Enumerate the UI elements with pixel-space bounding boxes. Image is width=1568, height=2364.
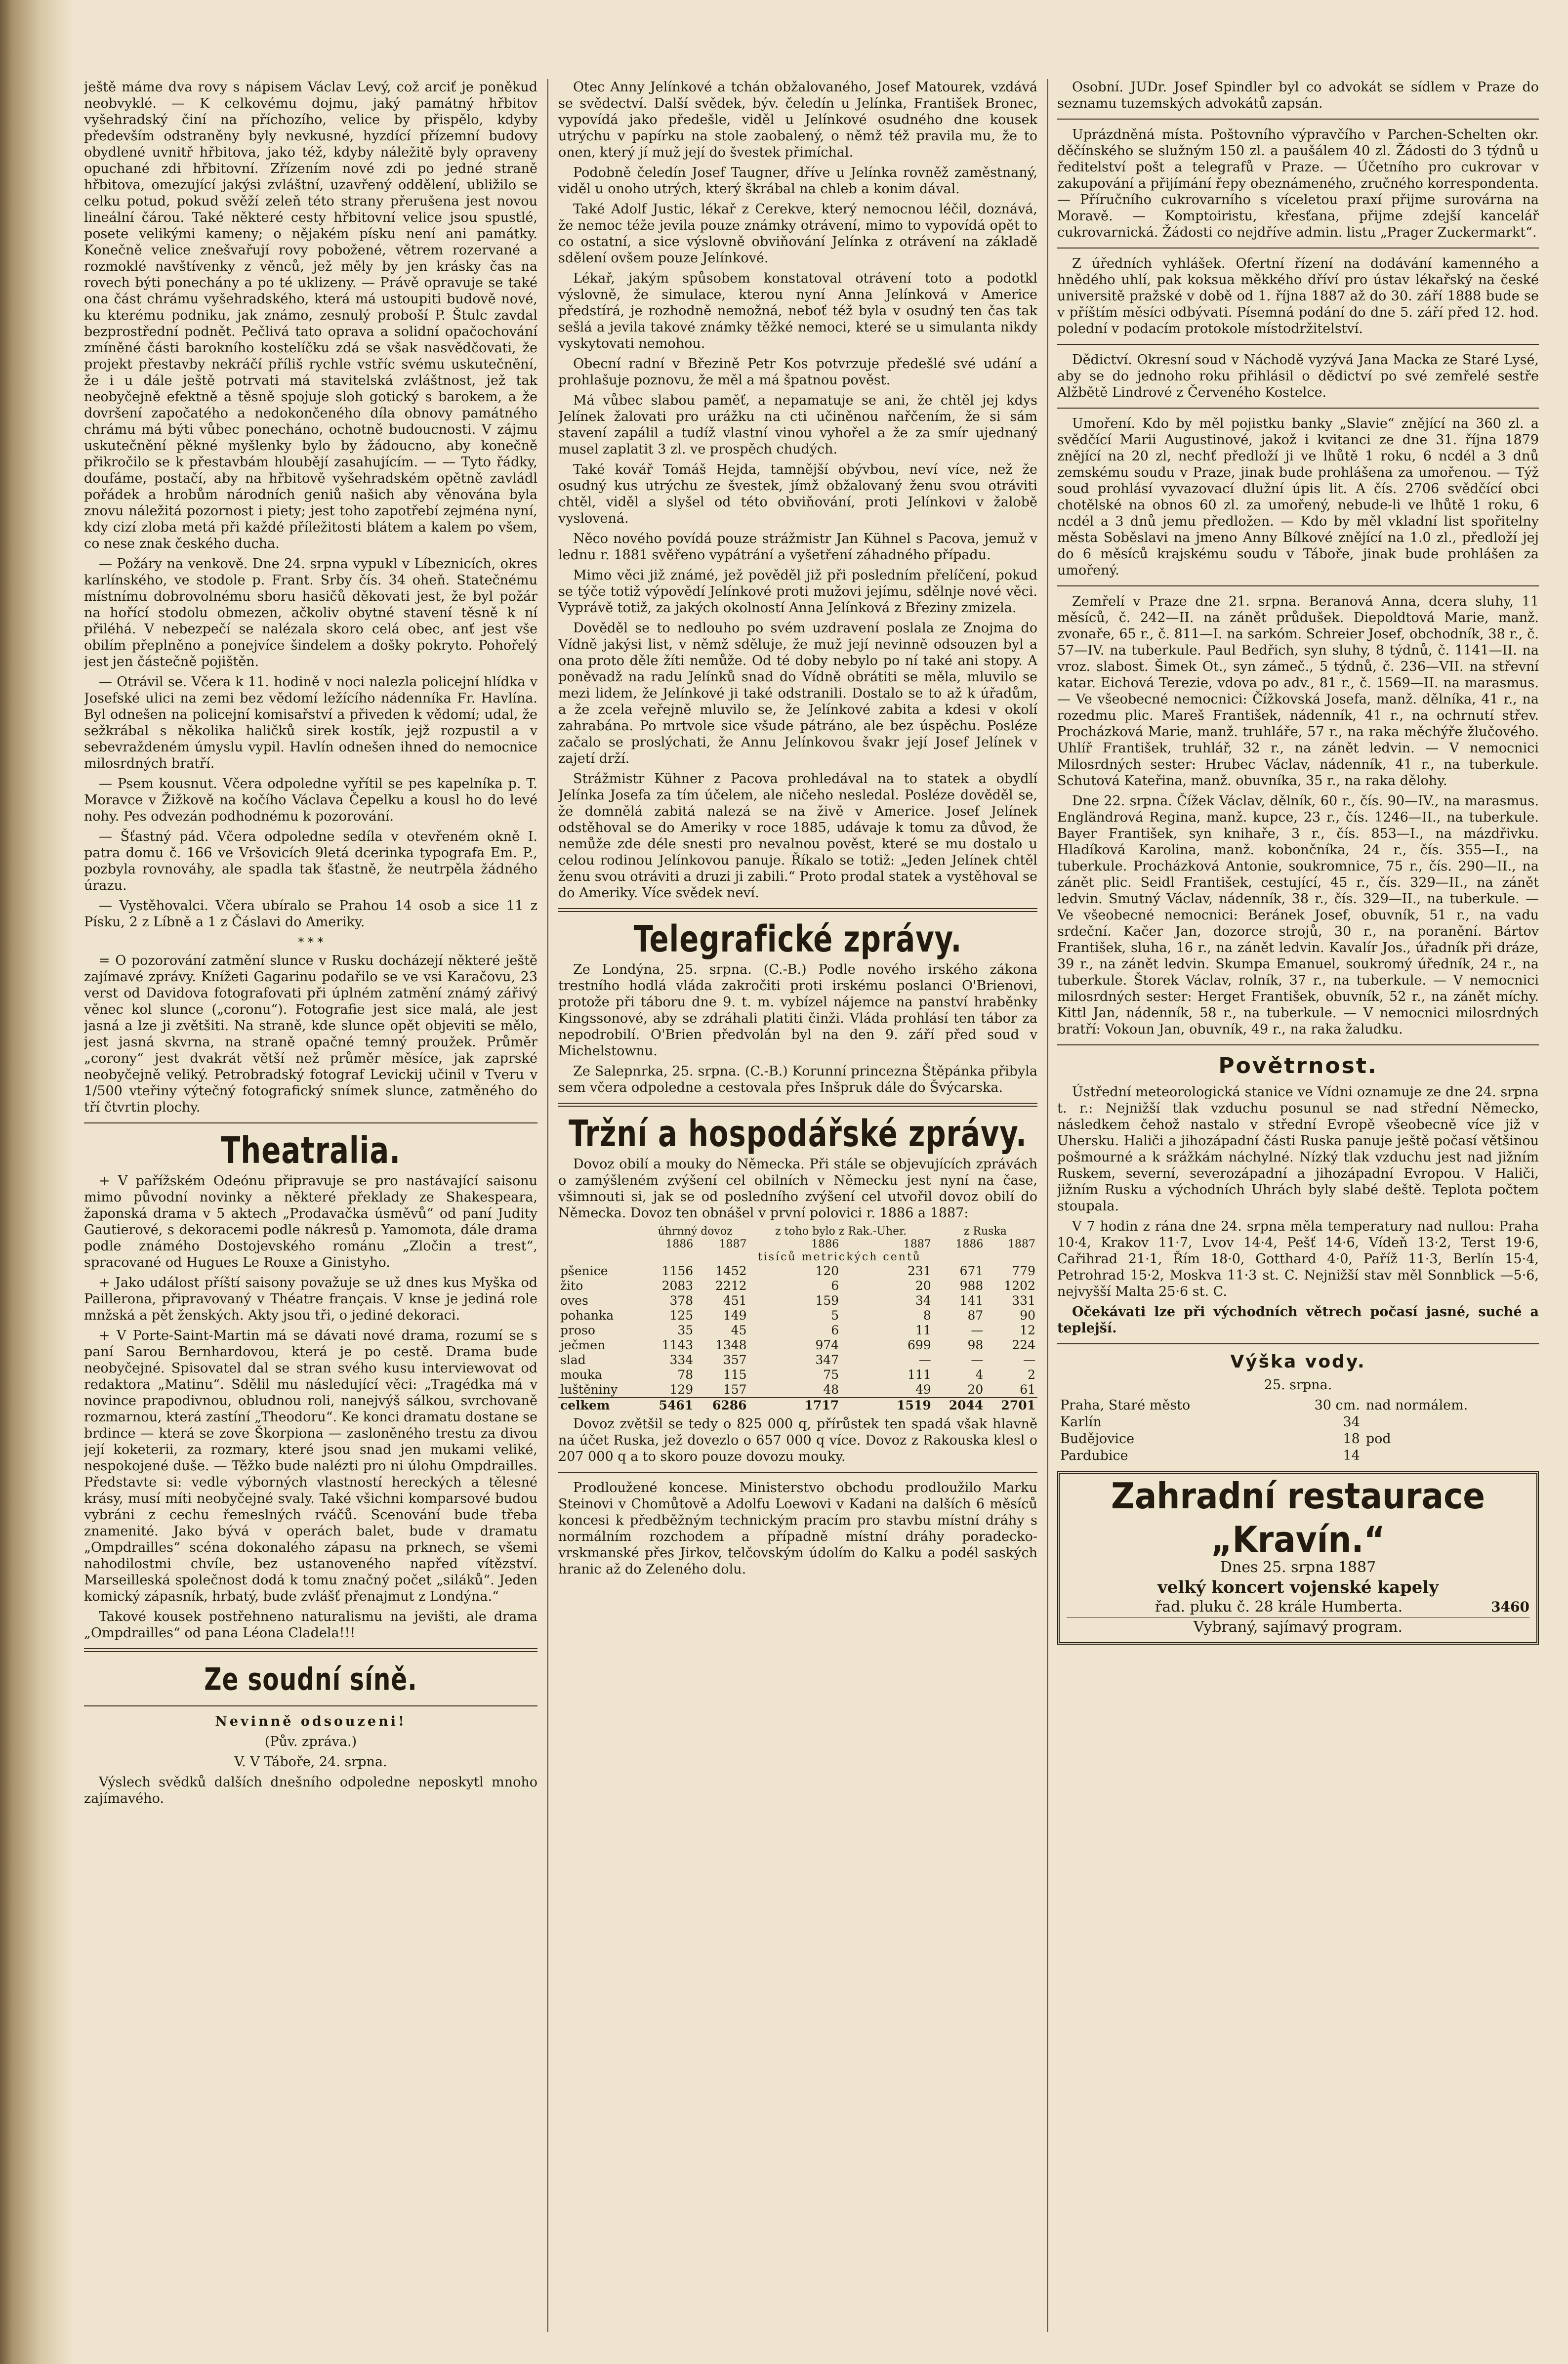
table-group-header: z Ruska [963, 1225, 1007, 1238]
table-year-header: 1886 [955, 1238, 984, 1250]
ad-date: Dnes 25. srpna 1887 [1220, 1559, 1376, 1576]
table-cell: 1348 [715, 1338, 747, 1352]
water-level-note: nad normálem. [1365, 1398, 1468, 1413]
table-row-label: oves [560, 1293, 588, 1308]
ad-regiment [1067, 1597, 1529, 1617]
table-cell: 12 [1020, 1323, 1035, 1337]
table-cell: 2044 [933, 1398, 986, 1413]
table-row-label: celkem [558, 1398, 642, 1413]
table-row-label: mouka [560, 1368, 602, 1382]
table-cell: 111 [908, 1368, 931, 1382]
table-row-label: žito [560, 1279, 583, 1293]
table-row [558, 1308, 1037, 1323]
ad-concert: velký koncert vojenské kapely [1157, 1577, 1439, 1597]
table-row-label: pšenice [560, 1264, 608, 1278]
table-cell: 4 [975, 1368, 984, 1382]
table-row [558, 1382, 1037, 1398]
water-level-date: 25. srpna. [1264, 1377, 1332, 1393]
table-row [558, 1323, 1037, 1338]
divider [1057, 1343, 1539, 1344]
divider [558, 1103, 1037, 1107]
divider [558, 908, 1037, 912]
table-year-header: 1887 [719, 1238, 747, 1250]
court-dateline: V. V Táboře, 24. srpna. [234, 1754, 387, 1770]
divider [1057, 119, 1539, 120]
article-vysehrad-cemetery: ještě máme dva rovy s nápisem Václav Levý, což arciť je poněkud neobvyklé. — K celkovému dojmu, jaký památný hřbitov vyšehradský činí na příchozího, velice by přispělo, kdyby především odstraněny byly nevkusné, hyzdící přízemní budovy obydlené uvnitř hřbitova, jako též, kdyby náležitě byly opraveny opuchané zdi hřbitovní. Zřízením nové zdi po jedné straně hřbitova, omezující jakýsi zvláštní, uzavřený oddělení, ubližilo se celku potud, pokud svěží zeleň této strany přerušena jest novou lineální čárou. Také některé cesty hřbitovní velice jsou spustlé, posete velikými kameny; o nějakém písku není ani památky. Konečně velice znešvařují rovy pobožené, větrem rozervané a rozmoklé navštívenky z věnců, jež měly by jen krásky čas na rovech býti ponechány a po té uklizeny. — Právě opravuje se také ona část chrámu vyšehradského, která má ustoupiti budově nové, ku kterému podniku, jak známo, zesnulý proboší P. Štulc zavdal bezprostřední podnět. Pečlivá tato oprava a solidní opačochování zmíněné části barokního kostelíčku zdá se však nasvědčovati, že projekt přestavby nekráčí příliš rychle vstříc svému uskutečnění, že i u dále ještě potrvati má stavitelská zvláštnost, jež tak neobyčejně efektně a těsně spojuje sloh gotický s barokem, a že dovršení započatého a nedokončeného díla obnovy památného chrámu má býti vůbec ponecháno, ochotně budoucnosti. V zájmu uskutečnění pěkné myšlenky bylo by žádoucno, aby konečně přikročilo se k přestavbám hloubějí zasahujícím. — — Tyto řádky, doufáme, postačí, aby na hřbitově vyšehradském opětně zavládl pořádek a hrobům národních geniů našich aby věnována byla znovu náležitá pozornost i piety; jest toho zapotřebí zejména nyní, kdy cizí zloba metá při každé příležitosti blátem a kalem po všem, co nese znak českého ducha. [84, 80, 537, 551]
table-cell: 2701 [985, 1398, 1037, 1413]
table-cell: 1156 [661, 1264, 694, 1278]
water-level-row [1057, 1448, 1539, 1464]
ad-program: Vybraný, sajímavý program. [1067, 1617, 1529, 1637]
water-level-val: 18 [1343, 1431, 1360, 1447]
table-cell: 347 [815, 1353, 839, 1367]
table-cell: 8 [923, 1308, 931, 1323]
separator-stars: * * * [298, 935, 324, 949]
table-cell: 157 [723, 1382, 747, 1397]
water-level-val: 30 cm. [1314, 1398, 1360, 1413]
table-cell: 115 [723, 1368, 747, 1382]
court-continued-8: Něco nového povídá pouze strážmistr Jan Kühnel s Pacova, jemuž v lednu r. 1881 svěřeno vypátrání a vyšetření záhadného případu. [558, 531, 1037, 563]
table-cell: 1519 [841, 1398, 933, 1413]
table-cell: 1717 [749, 1398, 841, 1413]
court-continued-5: Obecní radní v Březině Petr Kos potvrzuje předešlé své udání a prohlašuje poznovu, že měl a má špatnou pověst. [558, 356, 1037, 388]
table-cell: — [918, 1353, 931, 1367]
notice-inheritance: Dědictví. Okresní soud v Náchodě vyzývá Jana Macka ze Staré Lysé, aby se do jednoho roku přihlásil o dědictví po své zemřelé sestře Alžbětě Lindrové z Červeného Kostelce. [1057, 352, 1539, 400]
court-continued-7: Také kovář Tomáš Hejda, tamnější obývbou, neví více, než že osudný kus utrýchu ze švestek, jímž obžalovaný ženu svou otráviti chtěl, viděl a slyšel od této obviňování, proti Jelínkovi v žalobě vyslovená. [558, 462, 1037, 526]
table-cell: 357 [723, 1353, 747, 1367]
court-continued-9: Mimo věci již známé, jež pověděl již při posledním přelíčení, pokud se týče totiž výpovědí Jelínkové proti mužovi jejímu, sdělnje nové věci. Vyprávě totiž, za jakých okolností Anna Jelínková z Březiny zmizela. [558, 568, 1037, 616]
section-heading-water-level: Výška vody. [1230, 1352, 1366, 1372]
grain-import-table [558, 1225, 1037, 1413]
news-poisoning: — Otrávil se. Včera k 11. hodině v noci nalezla policejní hlídka v Josefské ulici na zemi bez vědomí ležícího nádenníka Fr. Havlína. Byl odnešen na policejní komisařství a přiveden k vědomí; udal, že sežkrábal s několika haličků sirek kostík, jejž rozpustil a v sebevraždeném úmyslu vypil. Havlín odnešen ihned do nemocnice milosrdných bratří. [84, 674, 537, 771]
table-year-header: 1886 [811, 1238, 839, 1250]
divider [84, 1648, 537, 1652]
deaths-aug-22: Dne 22. srpna. Čížek Václav, dělník, 60 r., čís. 90—IV., na marasmus. Engländrová Regina, manž. kupce, 23 r., čís. 1246—II., na tuberkule. Bayer František, syn knihaře, 3 r., čís. 853—I., na mázdřivku. Hladíková Karolina, manž. kobončníka, 24 r., čís. 355—I., na tuberkule. Procházková Antonie, soukromnice, 75 r., čís. 290—II., na zánět plic. Seidl František, cestující, 45 r., čís. 329—II., na zánět ledvin. Smutný Václav, nádenník, 38 r., čís. 329—II., na tuberkule. — Ve všeobecné nemocnici: Beránek Josef, obuvník, 51 r., na vadu srdeční. Kačer Jan, dozorce strojů, 30 r., na poranění. Bártov František, sluha, 16 r., na zánět ledvin. Kavalír Jos., úřadník při dráze, 39 r., na zánět ledvin. Skumpa Emanuel, soukromý úředník, 24 r., na tuberkule. Štorek Václav, rolník, 37 r., na tuberkule. — V nemocnici milosrdných sester: Herget František, obuvník, 52 r., na zánět míchy. Kittl Jan, nádenník, 58 r., na tuberkule. — V nemocnici milosrdných bratří: Vokoun Jan, obuvník, 49 r., na raka žaludku. [1057, 793, 1539, 1037]
table-cell: 5461 [642, 1398, 695, 1413]
water-level-val: 34 [1343, 1414, 1360, 1430]
section-heading-theatralia: Theatralia. [220, 1130, 401, 1172]
court-source: (Pův. zpráva.) [264, 1734, 357, 1749]
water-level-row [1057, 1414, 1539, 1431]
table-cell: 1202 [1004, 1279, 1035, 1293]
court-continued-1: Otec Anny Jelínkové a tchán obžalovaného, Josef Matourek, vzdává se svědectví. Další svědek, býv. čeledín u Jelínka, František Bronec, vypovídá jako předešle, viděl u Jelínkové osudného dne kousek utrýchu v papírku na stole zaobalený, o němž též pravila mu, že to onen, který jí muž její do švestek přimíchal. [558, 80, 1037, 160]
table-units: tisíců metrických centů [757, 1251, 921, 1263]
ad-title: Zahradní restaurace „Kravín.“ [1111, 1475, 1485, 1561]
table-cell: 5 [831, 1308, 839, 1323]
table-row-label: pohanka [560, 1308, 614, 1323]
court-continued-4: Lékař, jakým spůsobem konstatoval otrávení toto a podotkl výslovně, že simulace, kterou nyní Anna Jelínková v Americe předstírá, je rozhodně nemožná, neboť též byla v osudný ten čas tak sešlá a jevila takové známky těžké nemoci, které se u simulanta nikdy vyskytovati nemohou. [558, 271, 1037, 351]
weather-temperatures: V 7 hodin z rána dne 24. srpna měla temperatury nad nullou: Praha 10·4, Krakov 11·7, Lvov 14·4, Pešť 14·6, Vídeň 13·2, Terst 19·6, Cařihrad 21·1, Řím 18·0, Gotthard 4·0, Paříž 11·3, Berlín 15·4, Petrohrad 15·2, Moskva 11·3 st. C. Nejnižší stav měl Sonnblick —5·6, nejvyšší Malta 25·6 st. C. [1057, 1219, 1539, 1299]
water-level-row [1057, 1431, 1539, 1448]
table-cell: 974 [815, 1338, 839, 1352]
water-level-note [1363, 1414, 1539, 1431]
section-heading-market: Tržní a hospodářské zprávy. [569, 1113, 1027, 1156]
news-lucky-fall: — Šťastný pád. Včera odpoledne sedíla v otevřeném okně I. patra domu č. 166 ve Vršovicích 9letá dcerinka typografa Em. P., pozbyla rovnováhy, ale spadla tak šťastně, že neutrpěla žádného úrazu. [84, 829, 537, 893]
table-row [558, 1279, 1037, 1293]
table-cell: 779 [1012, 1264, 1035, 1278]
divider [1057, 1044, 1539, 1045]
table-year-header: 1887 [903, 1238, 931, 1250]
table-cell: 149 [723, 1308, 747, 1323]
table-cell: 6 [831, 1279, 839, 1293]
table-cell: 1452 [715, 1264, 747, 1278]
divider [84, 1705, 537, 1706]
divider [1057, 408, 1539, 409]
water-level-note: pod [1365, 1431, 1391, 1447]
table-cell: 45 [731, 1323, 747, 1337]
table-cell: 2212 [715, 1279, 747, 1293]
court-continued-3: Také Adolf Justic, lékař z Cerekve, který nemocnou léčil, doznává, že nemoc téže jevila pouze známky otrávení, mimo to vypovídá opět to co ostatní, a sice výslovně obviňování Jelínka z otrávení na základě sdělení ovšem pouze Jelínkové. [558, 202, 1037, 266]
theatre-myska: + Jako událost příští saisony považuje se už dnes kus Myška od Paillerona, připravovaný v Théatre français. V knse je jediná role mnžská a pět ženských. Akty jsou tři, o jediné dekoraci. [84, 1275, 537, 1323]
table-cell: 35 [677, 1323, 694, 1337]
table-cell: 2 [1028, 1368, 1035, 1382]
table-cell: 699 [908, 1338, 931, 1352]
table-cell: 20 [967, 1382, 984, 1397]
theatre-naturalism: Takové kousek postřehneno naturalismu na jevišti, ale drama „Ompdrailles“ od pana Léona Cladela!!! [84, 1609, 537, 1641]
table-cell: — [971, 1323, 984, 1337]
column-left [84, 79, 537, 2332]
theatre-porte-saint-martin: + V Porte-Saint-Martin má se dávati nové drama, rozumí se s paní Sarou Bernhardovou, která je po cestě. Drama bude neobyčejné. Spisovatel dal se stran svého kusu interviewovat od redaktora „Matinu“. Sdělil mu následující věci: „Tragédka má v novince prapodivnou, obludnou roli, nanejvýš sálkou, svrchovaně rozmarnou, která zastíní „Theodoru“. Ke konci dramatu dostane se brdince — která se zove Škorpiona — zasloněného trestu za divou její koketerii, za rozmary, které jsou snad jen mukami veliké, nespokojené duše. — Těžko bude nalézti pro ni úlohu Ompdrailles. Představte si: vedle výborných vlastností hereckých a tělesné krásy, musí míti neobyčejné svaly. Také všichni komparsové budou vybráni z cechu řemeslných rváčů. Scenování bude třeba znamenité. Jako bývá v operách balet, bude v dramatu „Ompdrailles“ scéna dokonalého zápasu na prknech, se všemi nahodilostmi chvíle, bez ustanoveného napřed vítězství. Marseilleská společnost dodá k tomu značný počet „siláků“. Jeden komický zápasník, hrbatý, bude zvlášť přenajmut z Londýna.“ [84, 1328, 537, 1604]
table-cell: 75 [823, 1368, 839, 1382]
court-continued-6: Má vůbec slabou paměť, a nepamatuje se ani, že chtěl jej kdys Jelínek žalovati pro urážku na cti učiněnou nařčením, že si sám stavení zapálil a tudíž vlastní vinou vyhořel a že za smír ujednaný musel zaplatit 3 zl. ve prospěch chudých. [558, 393, 1037, 457]
water-level-val: 14 [1343, 1448, 1360, 1463]
water-level-place: Praha, Staré město [1060, 1398, 1191, 1413]
table-cell: 61 [1020, 1382, 1035, 1397]
table-cell: 331 [1012, 1293, 1035, 1308]
column-middle [558, 79, 1037, 2332]
water-level-row [1057, 1397, 1539, 1414]
divider [1057, 248, 1539, 249]
table-cell: 48 [823, 1382, 839, 1397]
table-row [558, 1264, 1037, 1279]
notice-cancellation: Umoření. Kdo by měl pojistku banky „Slavie“ znějící na 360 zl. a svědčící Marii Augustinové, jakož i kvitanci ze dne 31. října 1879 znějící na 20 zl, nechť předloží ji ve lhůtě 1 roku, 6 ncdél a 3 dnů zemskému soudu v Praze, jinak bude prohlášena za umořenou. — Týž soud prohlásí vyvazovací dlužní úpis lit. A čís. 2706 svědčící obci chotělské na obnos 60 zl. za umořený, nebude-li ve lhůtě 1 roku, 6 ncdél a 3 dnů jemu předložen. — Kdo by měl vkladní list spořitelny města Soběslavi na jmeno Anny Bílkové znějící na 1.0 zl., předloží jej do 6 měsíců krajskému soudu v Táboře, jinak bude prohlášen za umořený. [1057, 416, 1539, 578]
table-cell: 125 [669, 1308, 694, 1323]
water-level-note [1363, 1448, 1539, 1464]
divider [1057, 585, 1539, 586]
court-continued-10: Dověděl se to nedlouho po svém uzdravení poslala ze Znojma do Vídně jakýsi list, v němž sděluje, že muž její nevinně odsouzen byl a ona proto děle žíti nemůže. Od té doby nebylo po ní také ani stopy. A poněvadž na radu Jelínků snad do Vídně obrátiti se měla, mluvilo se mezi lidem, že Jelínkové ji také odstranili. Dostalo se to až k úřadům, a že zcela veřejně mluvilo se, že Jelínkové zabita a kdesi v okolí zahrabána. Po mrtvole sice všude pátráno, ale bez úspěchu. Posléze začalo se proslýchati, že Annu Jelínkovou švakr její Josef Jelínek v zajetí drží. [558, 621, 1037, 766]
notice-official: Z úředních vyhlášek. Ofertní řízení na dodávání kamenného a hnědého uhlí, pak koksua měkkého dříví pro ústav lékařský na české universitě pražské v době od 1. října 1887 až do 30. září 1888 bude se v příštím měsíci odbývati. Písemná podání do dne 5. září před 12. hod. polední v podacím protokole místodržitelství. [1057, 256, 1539, 336]
notice-personal: Osobní. JUDr. Josef Spindler byl co advokát se sídlem v Praze do seznamu tuzemských advokátů zapsán. [1057, 80, 1539, 111]
table-total-row [558, 1398, 1037, 1413]
divider [1057, 344, 1539, 345]
market-concessions: Prodloužené koncese. Ministerstvo obchodu prodloužilo Marku Steinovi v Chomůtově a Adolfu Loewovi v Kadani na dalších 6 měsíců koncesi k předběžným technickým pracím pro stavbu místní dráhy s normálním rozchodem a případně místní dráhy poradecko-vrskmanské přes Jirkov, telčovským údolím do Kalku a podél saských hranic až do Zeleného dolu. [558, 1480, 1037, 1577]
weather-forecast: Očekávati lze při východních větrech počasí jasné, suché a teplejší. [1057, 1304, 1539, 1336]
table-cell: 87 [967, 1308, 984, 1323]
table-cell: 159 [815, 1293, 839, 1308]
table-cell: 141 [959, 1293, 984, 1308]
water-level-place: Budějovice [1060, 1431, 1135, 1447]
table-group-header: z toho bylo z Rak.-Uher. [775, 1225, 907, 1238]
column-rule-1 [547, 79, 548, 2332]
table-cell: 34 [915, 1293, 931, 1308]
market-summary: Dovoz zvětšil se tedy o 825 000 q, přírůstek ten spadá však hlavně na účet Ruska, jež dovezlo o 657 000 q více. Dovoz z Rakouska klesl o 207 000 q a to skoro pouze dovozu mouky. [558, 1416, 1037, 1464]
court-text: Výslech svědků dalších dnešního odpoledne neposkytl mnoho zajímavého. [84, 1775, 537, 1806]
water-level-place: Karlín [1060, 1414, 1102, 1430]
ad-regiment-text: řad. pluku č. 28 krále Humberta. [1155, 1598, 1403, 1616]
table-row [558, 1293, 1037, 1308]
table-cell: 988 [959, 1279, 984, 1293]
table-row-label: luštěniny [560, 1382, 618, 1397]
table-cell: 78 [677, 1368, 694, 1382]
table-row-label: ječmen [560, 1338, 606, 1352]
table-cell: 378 [669, 1293, 694, 1308]
weather-report: Ústřední meteorologická stanice ve Vídni oznamuje ze dne 24. srpna t. r.: Nejnižší tlak vzduchu posunul se nad střední Německo, následkem čehož nastalo v střední Evropě všeobecně více již v Uhersku. Haliči a jihozápadní části Ruska panuje ještě počasí většinou pošmourné a k srážkám náchylné. Nízký tlak vzduchu jest nad jižním Ruskem, severní, severozápadní a jihozápadní Evropou. V Haliči, jižním Rusku a východních Uhrách byly slabé deště. Teplota počtem stoupala. [1057, 1084, 1539, 1214]
table-cell: 11 [915, 1323, 931, 1337]
table-cell: 6286 [695, 1398, 748, 1413]
column-right [1057, 79, 1539, 2332]
market-intro: Dovoz obilí a mouky do Německa. Při stále se objevujících zprávách o zamýšleném zvýšení cel obilních v Německu jest nyní na čase, všimnouti si, jak se od posledního zvýšení cel utvořil dovoz obilí do Německa. Dovoz ten obnášel v první polovici r. 1886 a 1887: [558, 1157, 1037, 1221]
news-fires: — Požáry na venkově. Dne 24. srpna vypukl v Líbeznicích, okres karlínského, ve stodole p. Frant. Srby čís. 34 oheň. Statečnému místnímu dobrovolnému sboru hasičů děkovati jest, že byl požár na hořící stodolu obmezen, ačkoliv obytné stavení těsně k ní přiléhá. V nebezpečí se nalézala skoro celá obec, anť jest vše obilím přeplněno a ponejvíce šindelem a došky pokryto. Pohořelý jest jen částečně pojištěn. [84, 556, 537, 669]
telegram-london: Ze Londýna, 25. srpna. (C.-B.) Podle nového irského zákona trestního hodlá vláda zakročiti proti irskému poslanci O'Brienovi, protože při táboru dne 9. t. m. vybízel nájemce na panství hraběnky Kingssonové, aby se zdráhali platiti činži. Vláda prohlásí ten tábor za nepodrobilí. O'Brien předvolán byl na den 9. září před soud v Michelstownu. [558, 962, 1037, 1059]
news-emigrants: — Vystěhovalci. Včera ubíralo se Prahou 14 osob a sice 11 z Písku, 2 z Líbně a 1 z Čáslavi do Ameriky. [84, 898, 537, 930]
section-heading-weather: Povětrnost. [1218, 1053, 1378, 1078]
news-dog-bite: — Psem kousnut. Včera odpoledne vyřítil se pes kapelníka p. T. Moravce v Žižkově na kočího Václava Čepelku a kousl ho do levé nohy. Pes odvezán podhodnému k pozorování. [84, 776, 537, 824]
table-row [558, 1353, 1037, 1368]
table-cell: 90 [1020, 1308, 1035, 1323]
water-level-table [1057, 1397, 1539, 1464]
table-year-header: 1887 [1008, 1238, 1035, 1250]
divider [84, 1122, 537, 1123]
table-row-label: proso [560, 1323, 595, 1337]
theatre-odeon: + V pařížském Odeónu připravuje se pro nastávající saisonu mimo původní novinky a některé překlady ze Shakespeara, žaponská drama v 5 aktech „Prodavačka úsměvů“ od paní Judity Gautierové, s dekoracemi podle nákresů p. Yamomota, dále drama podle známého Dostojevského románu „Zločin a trest“, spracované od Hugues Le Rouxe a Ginistyho. [84, 1173, 537, 1270]
table-cell: 231 [908, 1264, 931, 1278]
table-cell: 129 [669, 1382, 694, 1397]
page-binding-shadow [0, 0, 74, 2364]
table-cell: 20 [915, 1279, 931, 1293]
table-cell: 451 [723, 1293, 747, 1308]
table-row [558, 1368, 1037, 1382]
table-row [558, 1338, 1037, 1353]
table-row-label: slad [560, 1353, 586, 1367]
notice-vacancies: Uprázdněná místa. Poštovního výpravčího v Parchen-Schelten okr. děčínského se služným 150 zl. a paušálem 40 zl. Žádosti do 3 týdnů u ředitelství pošt a telegrafů v Praze. — Účetního pro cukrovar v zakupování a přijímání řepy obeznámeného, zručného korrespondenta. — Příručního cukrovarního s víceletou praxí přijme surovárna na Moravě. — Komptoiristu, křesťana, přijme zdejší kancelář cukrovarnická. Žádosti co nejdříve admin. listu „Prager Zuckermarkt“. [1057, 127, 1539, 240]
column-rule-2 [1047, 79, 1048, 2332]
advertisement-kravin [1057, 1471, 1539, 1645]
table-cell: 49 [915, 1382, 931, 1397]
table-group-header: úhrnný dovoz [658, 1225, 733, 1238]
table-cell: 120 [815, 1264, 839, 1278]
table-cell: 1143 [661, 1338, 694, 1352]
news-solar-eclipse: = O pozorování zatmění slunce v Rusku docházejí některé ještě zajímavé zprávy. Knížeti Gagarinu podařilo se ve vsi Karačovu, 23 verst od Davidova fotografovati při úplném zatmění známý zářivý věnec kol slunce („coronu“). Fotografie jest sice malá, ale jest jasná a lze ji zvětšiti. Na straně, kde slunce opět objeviti se mělo, jest jasná skvrna, na straně opačné temný proužek. Průměr „corony“ jest dvakrát větší než průměr měsíce, jak zaprské neobyčejně veliký. Petrobradský fotograf Levickij učinil v Tveru v 1/500 vteřiny výtečný fotografický snímek slunce, zatměného do tří čtvrtin plochy. [84, 953, 537, 1115]
ad-reference-number: 3460 [1491, 1599, 1529, 1615]
table-cell: — [971, 1353, 984, 1367]
table-cell: 6 [831, 1323, 839, 1337]
table-cell: 98 [967, 1338, 984, 1352]
water-level-place: Pardubice [1060, 1448, 1128, 1463]
section-heading-telegrams: Telegrafické zprávy. [633, 918, 962, 961]
court-continued-11: Strážmistr Kühner z Pacova prohledával na to statek a obydlí Jelínka Josefa za tím účelem, ale ničeho nesledal. Posléze dověděl se, že domnělá zabitá nalezá se na živě v Americe. Josef Jelínek odstěhoval se do Ameriky v roce 1885, udávaje k tomu za důvod, že nemůže zde déle snesti pro nevalnou pověst, které se mu dostalo u celou rodinou Jelínkovou panuje. Říkalo se totiž: „Jeden Jelínek chtěl ženu svou otráviti a druzi ji zabili.“ Proto prodal statek a vystěhoval se do Ameriky. Více svědek neví. [558, 771, 1037, 901]
telegram-salzburg: Ze Salepnrka, 25. srpna. (C.-B.) Korunní princezna Štěpánka přibyla sem včera odpoledne a cestovala přes Inšpruk dále do Švýcarska. [558, 1064, 1037, 1095]
table-cell: 2083 [661, 1279, 694, 1293]
court-continued-2: Podobně čeledín Josef Taugner, dříve u Jelínka rovněž zaměstnaný, viděl u onoho utrých, který škrábal na chleb a konim dával. [558, 165, 1037, 197]
table-cell: 671 [959, 1264, 984, 1278]
court-subheading: Nevinně odsouzeni! [215, 1714, 407, 1729]
divider [558, 1472, 1037, 1473]
section-heading-court: Ze soudní síně. [204, 1661, 417, 1698]
deaths-aug-21: Zemřelí v Praze dne 21. srpna. Beranová Anna, dcera sluhy, 11 měsíců, č. 242—II. na zánět průdušek. Diepoldtová Marie, manž. zvonaře, 65 r., č. 811—I. na sarkóm. Schreier Josef, obchodník, 38 r., č. 57—IV. na tuberkule. Paul Bedřich, syn sluhy, 8 týdnů, č. 1141—II. na vroz. slabost. Šimek Ot., syn zámeč., 5 týdnů, č. 236—VII. na střevní katar. Eichová Terezie, vdova po adv., 81 r., č. 1569—II. na marasmus. — Ve všeobecné nemocnici: Čížkovská Josefa, manž. dělníka, 41 r., na rozedmu plic. Mareš František, nádenník, 41 r., na ochrnutí střev. Procházková Marie, manž. truhláře, 57 r., na raka měchýře žlučového. Uhlíř František, truhlář, 32 r., na zánět ledvin. — V nemocnici Milosrdných sester: Hrubec Václav, nádenník, 41 r., na tuberkule. Schutová Kateřina, manž. obuvníka, 35 r., na raka dělohy. [1057, 594, 1539, 788]
table-cell: 334 [669, 1353, 694, 1367]
table-year-header: 1886 [665, 1238, 694, 1250]
table-cell: 224 [1012, 1338, 1035, 1352]
table-cell: — [1023, 1353, 1035, 1367]
